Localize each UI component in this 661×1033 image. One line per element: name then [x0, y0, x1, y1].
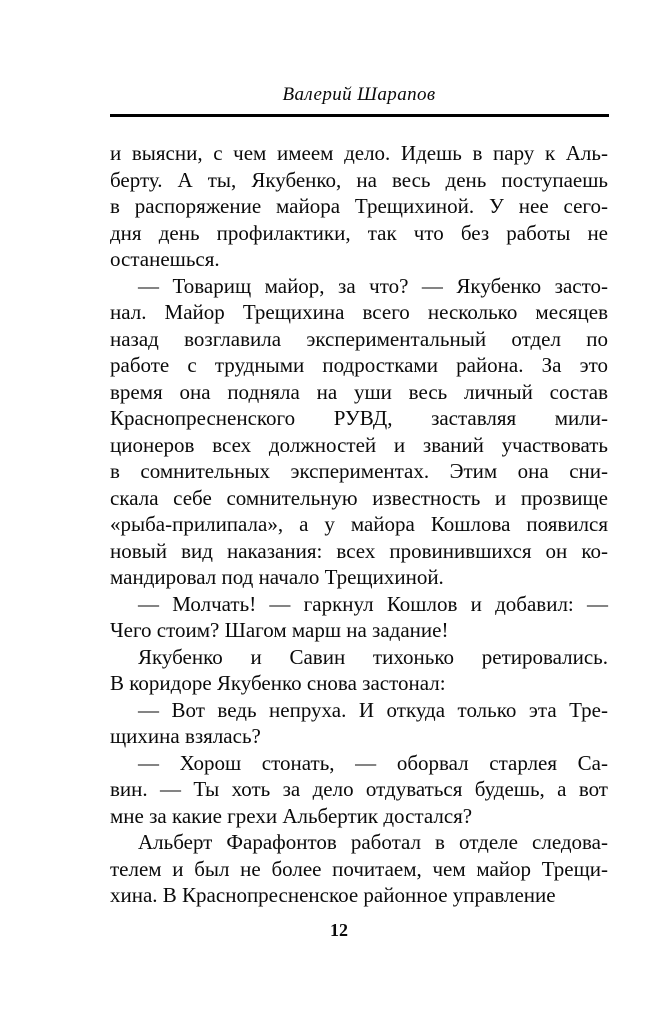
text-line: Чего стоим? Шагом марш на задание!	[110, 618, 449, 642]
author-name: Валерий Шарапов	[282, 84, 436, 105]
text-line: дня день профилактики, так что без работы не	[110, 220, 608, 245]
text-line: ционеров всех должностей и званий участвовать	[110, 432, 608, 457]
text-line: Альберт Фарафонтов работал в отделе следова-	[138, 830, 608, 854]
text-line: телем и был не более почитаем, чем майор Трещи-	[110, 856, 608, 881]
text-line: скала себе сомнительную известность и прозвище	[110, 485, 608, 510]
page-number: 12	[330, 920, 348, 940]
text-line: новый вид наказания: всех провинившихся он ко-	[110, 538, 608, 563]
text-line: мне за какие грехи Альбертик достался?	[110, 803, 473, 828]
text-line: в сомнительных экспериментах. Этим она сни-	[110, 459, 608, 483]
text-line: — Вот ведь непруха. И откуда только эта Тре-	[138, 697, 608, 722]
text-line: вин. — Ты хоть за дело отдуваться будешь, а вот	[110, 777, 608, 801]
text-line: «рыба-прилипала», а у майора Кошлова появился	[110, 512, 608, 536]
text-line: берту. А ты, Якубенко, на весь день поступаешь	[110, 167, 608, 192]
header-rule	[110, 114, 609, 117]
page-body	[110, 140, 608, 909]
text-line: нал. Майор Трещихина всего несколько месяцев	[110, 300, 608, 324]
text-line: В коридоре Якубенко снова застонал:	[110, 671, 446, 695]
text-line: щихина взялась?	[110, 724, 261, 748]
text-line: — Товарищ майор, за что? — Якубенко засто-	[138, 273, 608, 298]
text-line: Краснопресненского РУВД, заставляя мили-	[110, 406, 608, 430]
text-line: работе с трудными подростками района. За это	[110, 353, 608, 377]
text-line: — Молчать! — гаркнул Кошлов и добавил: —	[138, 591, 608, 616]
running-head	[110, 84, 608, 106]
text-line: и выясни, с чем имеем дело. Идешь в пару к Аль-	[110, 141, 608, 165]
text-line: Якубенко и Савин тихонько ретировались.	[138, 644, 608, 669]
text-line: — Хорош стонать, — оборвал старлея Са-	[138, 750, 608, 775]
text-line: хина. В Краснопресненское районное управление	[110, 883, 556, 907]
text-line: назад возглавила экспериментальный отдел по	[110, 326, 608, 351]
text-line: останешься.	[110, 247, 220, 271]
text-line: в распоряжение майора Трещихиной. У нее сего-	[110, 194, 608, 218]
text-line: время она подняла на уши весь личный состав	[110, 379, 608, 404]
text-line: мандировал под начало Трещихиной.	[110, 565, 444, 589]
